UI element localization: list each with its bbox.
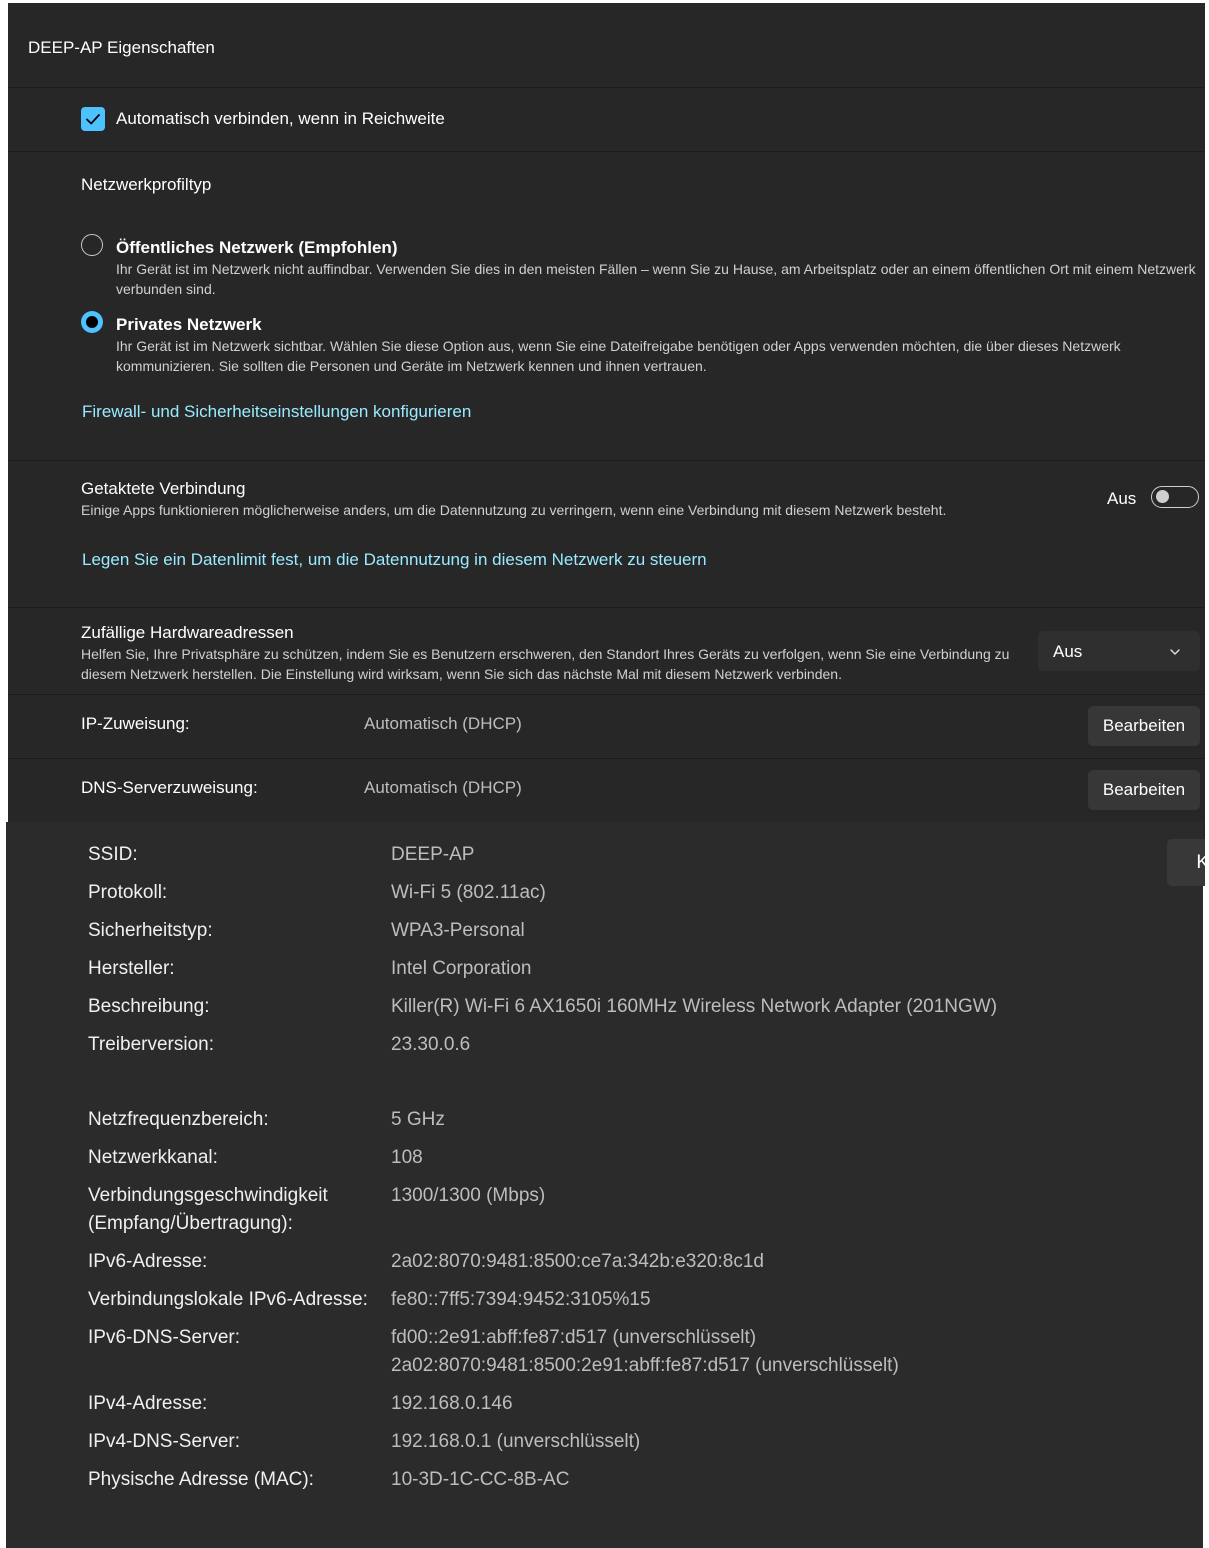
divider (8, 460, 1205, 461)
info-label: Sicherheitstyp: (88, 920, 213, 941)
chevron-down-icon (1168, 645, 1182, 659)
random-hw-title: Zufällige Hardwareadressen (81, 623, 294, 642)
info-value: Wi-Fi 5 (802.11ac) (391, 882, 546, 903)
info-label: Verbindungsgeschwindigkeit (88, 1185, 328, 1206)
info-value: Killer(R) Wi-Fi 6 AX1650i 160MHz Wireless Network Adapter (201NGW) (391, 996, 998, 1017)
info-label: IPv6-DNS-Server: (88, 1327, 241, 1348)
info-value: 1300/1300 (Mbps) (391, 1185, 546, 1206)
info-label: Beschreibung: (88, 996, 210, 1017)
auto-connect-label: Automatisch verbinden, wenn in Reichweite (116, 109, 445, 128)
info-value: 23.30.0.6 (391, 1034, 471, 1055)
info-value: 192.168.0.1 (unverschlüsselt) (391, 1431, 641, 1452)
info-value: fd00::2e91:abff:fe87:d517 (unverschlüsselt) (391, 1327, 757, 1348)
edit-ip-button[interactable]: Bearbeiten (1088, 706, 1200, 746)
info-value: 5 GHz (391, 1109, 445, 1130)
metered-title: Getaktete Verbindung (81, 479, 246, 498)
info-label: Physische Adresse (MAC): (88, 1469, 314, 1490)
random-hw-dropdown[interactable] (1038, 631, 1200, 671)
info-label: Treiberversion: (88, 1034, 215, 1055)
info-label: IPv6-Adresse: (88, 1251, 208, 1272)
metered-toggle-label: Aus (1107, 489, 1137, 508)
radio-public-network[interactable] (81, 234, 103, 256)
ip-assignment-label: IP-Zuweisung: (81, 714, 190, 733)
info-value: fe80::7ff5:7394:9452:3105%15 (391, 1289, 651, 1310)
info-label: Netzwerkkanal: (88, 1147, 218, 1168)
settings-panel (8, 3, 1205, 868)
info-label: Netzfrequenzbereich: (88, 1109, 269, 1130)
auto-connect-checkbox[interactable] (81, 107, 105, 131)
divider (8, 758, 1205, 759)
copy-button[interactable] (1167, 839, 1209, 886)
info-value: WPA3-Personal (391, 920, 525, 941)
info-label: Protokoll: (88, 882, 168, 903)
info-value: 108 (391, 1147, 423, 1168)
dns-assignment-value: Automatisch (DHCP) (364, 778, 522, 797)
divider (8, 694, 1205, 695)
random-hw-desc: Helfen Sie, Ihre Privatsphäre zu schützen, indem Sie es Benutzern erschweren, den Standort Ihres Geräts zu verfolgen, wenn Sie eine Verbindung zu diesem Netzwerk herstellen. Die Einstellung wird wirksam, wenn Sie sich das nächste Mal mit diesem Netzwerk verbinden. (81, 646, 1010, 682)
info-label: SSID: (88, 844, 138, 865)
info-value: 10-3D-1C-CC-8B-AC (391, 1469, 570, 1490)
private-network-desc: Ihr Gerät ist im Netzwerk sichtbar. Wählen Sie diese Option aus, wenn Sie eine Dateifreigabe benötigen oder Apps verwenden möchten, die über dieses Netzwerk kommunizieren. Sie sollten die Personen und Geräte im Netzwerk kennen und ihnen vertrauen. (116, 338, 1121, 374)
checkmark-icon (81, 107, 105, 131)
edit-dns-button[interactable]: Bearbeiten (1088, 770, 1200, 810)
dropdown-value: Aus (1053, 642, 1083, 661)
firewall-settings-link[interactable]: Firewall- und Sicherheitseinstellungen konfigurieren (82, 402, 472, 421)
info-value: DEEP-AP (391, 844, 475, 865)
info-label-continued: (Empfang/Übertragung): (88, 1213, 293, 1234)
info-label: IPv4-DNS-Server: (88, 1431, 241, 1452)
divider (8, 87, 1205, 88)
public-network-desc: Ihr Gerät ist im Netzwerk nicht auffindbar. Verwenden Sie dies in den meisten Fällen – wenn Sie zu Hause, am Arbeitsplatz oder an einem öffentlichen Ort mit einem Netzwerk verbunden sind. (116, 261, 1196, 297)
radio-private-network[interactable] (81, 311, 103, 333)
divider (8, 607, 1205, 608)
divider (8, 151, 1205, 152)
public-network-title: Öffentliches Netzwerk (Empfohlen) (116, 238, 398, 257)
dns-assignment-label: DNS-Serverzuweisung: (81, 778, 258, 797)
info-value: 192.168.0.146 (391, 1393, 513, 1414)
info-value: 2a02:8070:9481:8500:ce7a:342b:e320:8c1d (391, 1251, 764, 1272)
private-network-title: Privates Netzwerk (116, 315, 262, 334)
page-title: DEEP-AP Eigenschaften (28, 38, 215, 57)
info-label: IPv4-Adresse: (88, 1393, 208, 1414)
copy-button-label: K (1196, 851, 1209, 873)
metered-desc: Einige Apps funktionieren möglicherweise anders, um die Datennutzung zu verringern, wenn eine Verbindung mit diesem Netzwerk besteht. (81, 502, 947, 518)
metered-toggle[interactable] (1151, 486, 1199, 508)
data-limit-link[interactable]: Legen Sie ein Datenlimit fest, um die Datennutzung in diesem Netzwerk zu steuern (82, 550, 707, 569)
info-label: Verbindungslokale IPv6-Adresse: (88, 1289, 368, 1310)
toggle-knob (1156, 490, 1169, 503)
info-value: Intel Corporation (391, 958, 532, 979)
profile-heading: Netzwerkprofiltyp (81, 175, 212, 194)
info-value-continued: 2a02:8070:9481:8500:2e91:abff:fe87:d517 (unverschlüsselt) (391, 1355, 899, 1376)
info-label: Hersteller: (88, 958, 175, 979)
ip-assignment-value: Automatisch (DHCP) (364, 714, 522, 733)
